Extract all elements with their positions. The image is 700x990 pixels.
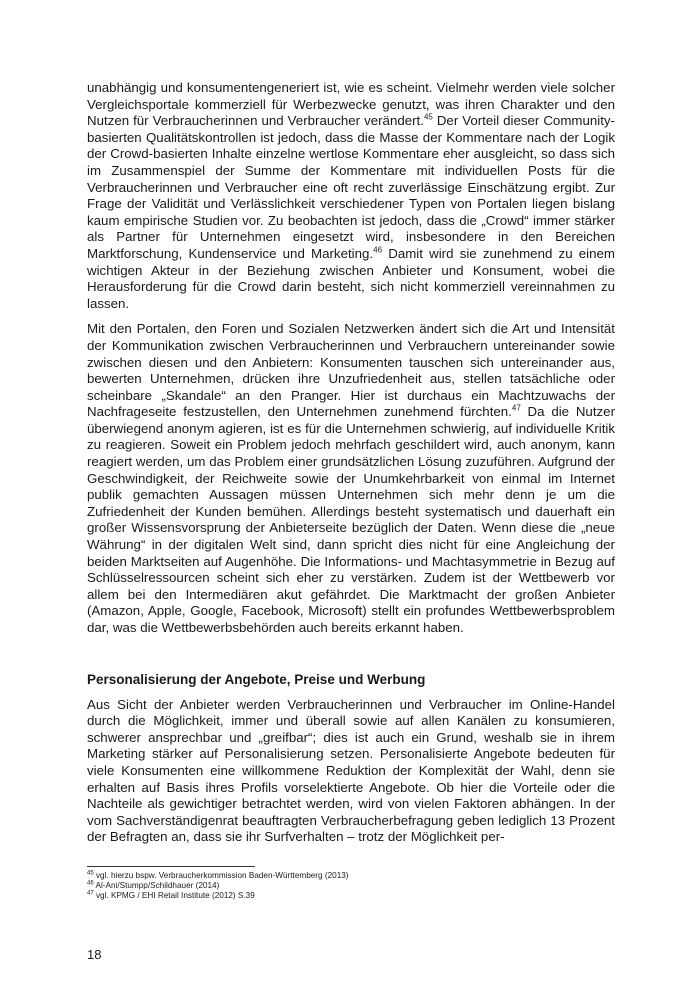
footnote-text: Al-Ani/Stumpp/Schildhauer (2014) (93, 881, 220, 891)
footnote-number: 47 (87, 890, 94, 897)
paragraph-1-text-a: unabhängig und konsumentengeneriert ist, wie es scheint. Vielmehr werden viele solcher Vergleichsportale kommerziell für Werbezwecke genutzt, was ihren Charakter und den Nutzen für Verbraucherinnen und Verbraucher verändert. (87, 80, 615, 129)
paragraph-1-text-b: Der Vorteil dieser Community-basierten Qualitätskontrollen ist jedoch, dass die Masse der Kommentare nach der Logik der Crowd-basierten Inhalte einzelne wertlose Kommentare eher ausgleicht, so dass sich im Zusammenspiel der Summe der Kommentare mit individuellen Posts für die Verbraucherinnen und Verbraucher eine oft recht zuverlässige Einschätzung ergibt. Zur Frage der Validität und Verlässlichkeit verschiedener Typen von Portalen liegen bislang kaum empirische Studien vor. Zu beobachten ist jedoch, dass die „Crowd“ immer stärker als Partner für Unternehmen eingesetzt wird, insbesondere in den Bereichen Marktforschung, Kundenservice und Marketing. (87, 113, 615, 261)
paragraph-2 (87, 321, 615, 636)
footnote-ref-45[interactable]: 45 (423, 112, 433, 122)
footnote-number: 45 (87, 870, 94, 877)
footnotes (87, 871, 615, 902)
paragraph-1-text-c: Damit wird sie zunehmend zu einem wichtigen Akteur in der Beziehung zwischen Anbieter und Konsument, wobei die Herausforderung für die Crowd darin besteht, sich nicht kommerziell vereinnahmen zu lassen. (87, 245, 615, 311)
footnote-46 (87, 881, 615, 891)
page-number: 18 (87, 947, 102, 962)
footnote-ref-47[interactable]: 47 (511, 403, 521, 413)
paragraph-2-text-b: Da die Nutzer überwiegend anonym agieren, ist es für die Unternehmen schwierig, auf individuelle Kritik zu reagieren. Soweit ein Problem jedoch mehrfach geschildert wird, auch anonym, kann reagiert werden, um das Problem einer grundsätzlichen Lösung zuzuführen. Aufgrund der Geschwindigkeit, der Reichweite sowie der Unumkehrbarkeit von einmal im Internet publik gemachten Aussagen müssen Unternehmen sich mehr denn je um die Zufriedenheit der Kunden bemühen. Allerdings besteht systematisch und dauerhaft ein großer Wissensvorsprung der Anbieterseite bezüglich der Daten. Wenn diese die „neue Währung“ in der digitalen Welt sind, dann spricht dies nicht für eine Angleichung der beiden Marktseiten auf Augenhöhe. Die Informations- und Machtasymmetrie in Bezug auf Schlüsselressourcen scheint sich eher zu verstärken. Zudem ist der Wettbewerb vor allem bei den Intermediären akut gefährdet. Die Marktmacht der großen Anbieter (Amazon, Apple, Google, Facebook, Microsoft) stellt ein profundes Wettbewerbsproblem dar, was die Wettbewerbsbehörden auch bereits erkannt haben. (87, 404, 615, 635)
paragraph-2-text-a: Mit den Portalen, den Foren und Sozialen Netzwerken ändert sich die Art und Intensität der Kommunikation zwischen Verbraucherinnen und Verbrauchern untereinander sowie zwischen diesen und den Anbietern: Konsumenten tauschen sich untereinander aus, bewerten Unternehmen, drücken ihre Unzufriedenheit aus, stellen tatsächliche oder scheinbare „Skandale“ an den Pranger. Hier ist durchaus ein Machtzuwachs der Nachfrageseite festzustellen, den Unternehmen zunehmend fürchten. (87, 321, 615, 420)
footnote-number: 46 (87, 880, 94, 887)
footnote-ref-46[interactable]: 46 (373, 245, 383, 255)
footnote-47 (87, 891, 615, 901)
footnote-text: vgl. KPMG / EHI Retail Institute (2012) S.39 (93, 891, 255, 901)
footnote-text: vgl. hierzu bspw. Verbraucherkommission Baden-Württemberg (2013) (93, 871, 349, 880)
paragraph-3: Aus Sicht der Anbieter werden Verbraucherinnen und Verbraucher im Online-Handel durch die Möglichkeit, immer und überall sowie auf allen Kanälen zu konsumieren, schwerer ansprechbar und „greifbar“; dies ist auch ein Grund, weshalb sie in ihrem Marketing stärker auf Personalisierung setzen. Personalisierte Angebote bedeuten für viele Konsumenten eine willkommene Reduktion der Komplexität der Wahl, denn sie erhalten auf Basis ihres Profils vorselektierte Angebote. Ob hier die Vorteile oder die Nachteile als gewichtiger betrachtet werden, wird von vielen Faktoren abhängen. In der vom Sachverständigenrat beauftragten Verbraucherbefragung geben lediglich 13 Prozent der Befragten an, dass sie ihr Surfverhalten – trotz der Möglichkeit per- (87, 696, 615, 845)
footnote-45 (87, 871, 615, 881)
paragraph-1 (87, 80, 615, 312)
document-body (87, 80, 615, 855)
footnote-divider (87, 866, 255, 867)
section-heading: Personalisierung der Angebote, Preise und Werbung (87, 671, 426, 687)
